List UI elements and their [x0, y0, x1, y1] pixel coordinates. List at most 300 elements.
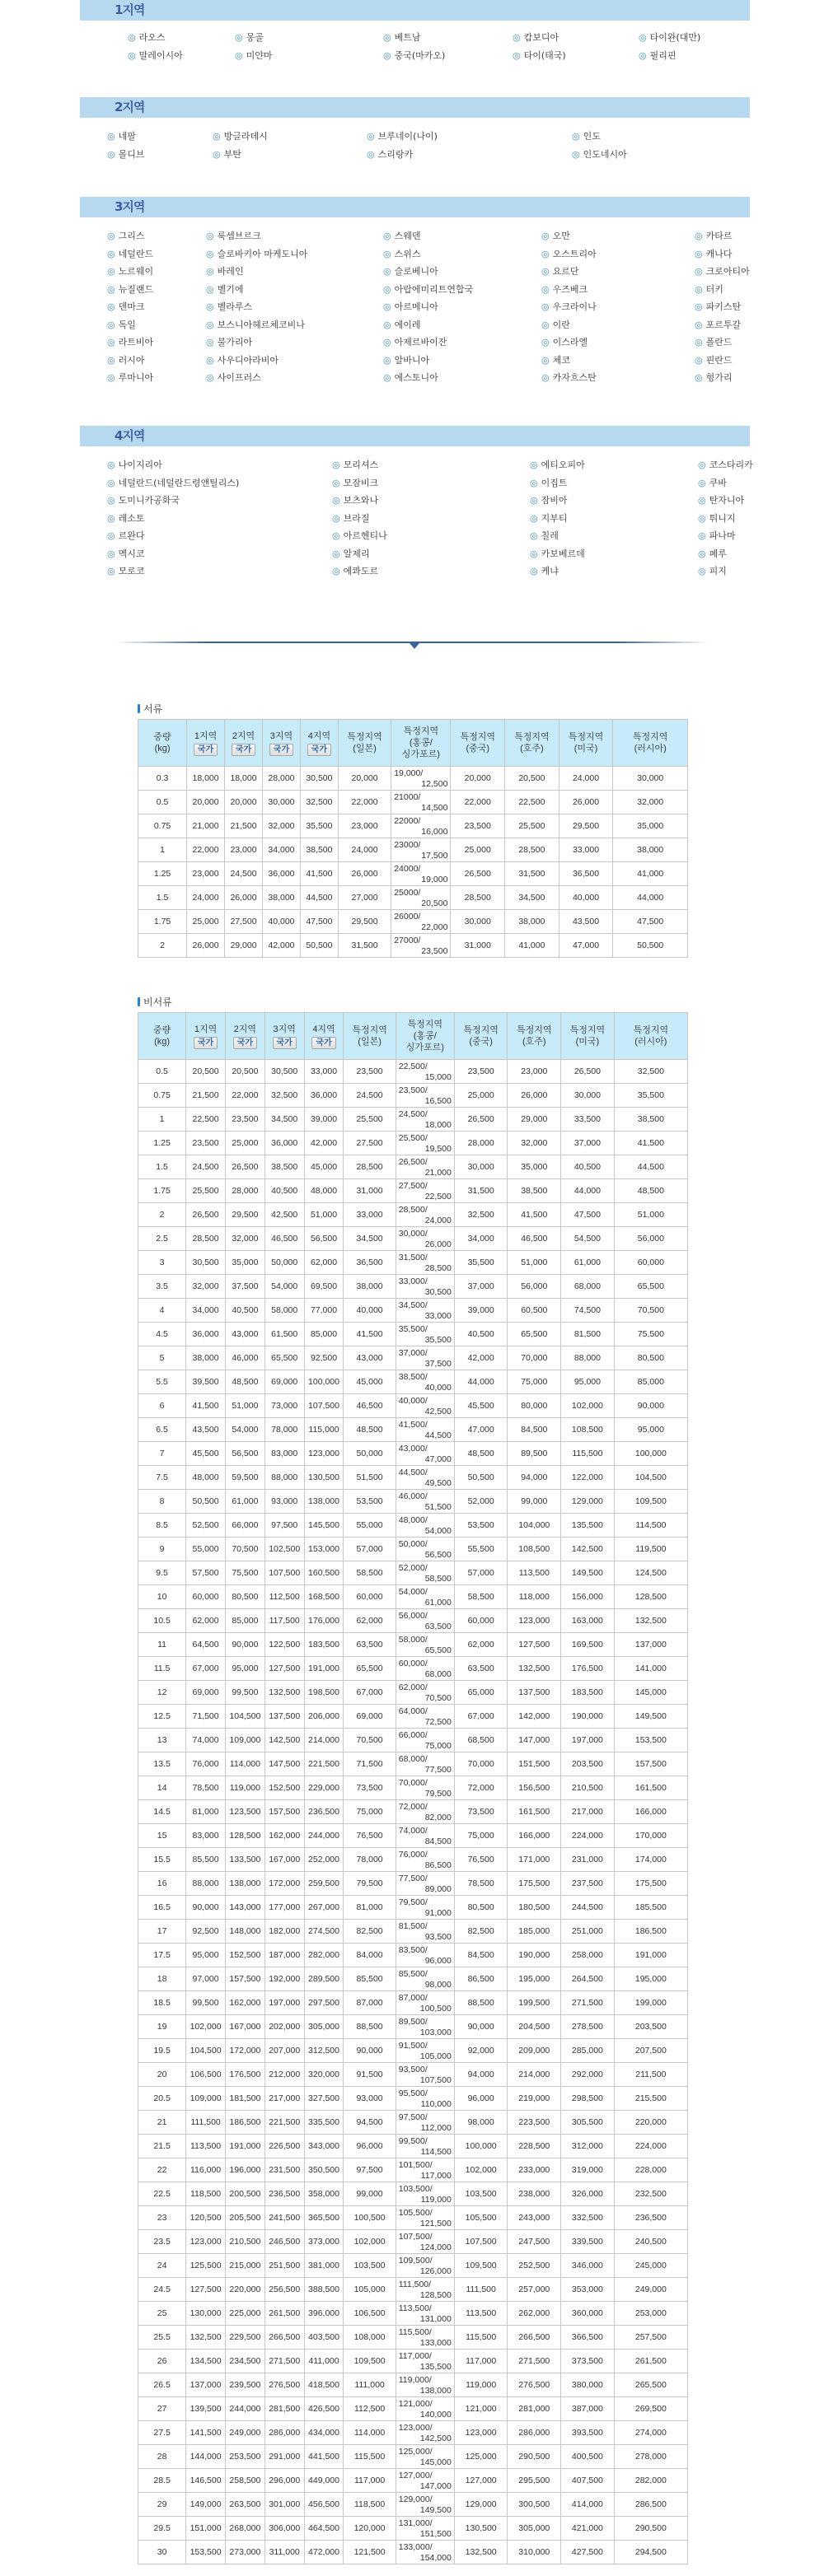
circle-bullet-icon: ◎ — [332, 512, 340, 524]
rate-cell: 58,500 — [454, 1585, 508, 1609]
table-row — [138, 1800, 688, 1824]
rate-cell: 39,500 — [186, 1370, 226, 1394]
rate-cell: 85,500 — [186, 1848, 226, 1872]
rate-cell: 26,000 — [508, 1084, 561, 1108]
country-name: 몽골 — [246, 32, 264, 43]
rate-cell: 57,500 — [186, 1561, 226, 1585]
rate-cell: 276,500 — [265, 2373, 304, 2397]
rate-cell: 23,000 — [508, 1060, 561, 1084]
rate-cell: 411,000 — [304, 2350, 344, 2373]
circle-bullet-icon: ◎ — [206, 231, 214, 241]
rate-cell: 80,500 — [454, 1896, 508, 1920]
region-section-4 — [80, 426, 753, 576]
special-zone-header — [396, 1013, 454, 1060]
special-zone-header — [613, 720, 688, 767]
rate-cell: 265,500 — [614, 2373, 687, 2397]
weight-cell: 1 — [138, 838, 187, 862]
table-row — [138, 767, 688, 791]
rate-cell: 39,000 — [304, 1108, 344, 1132]
country-name: 아르메니아 — [394, 301, 438, 312]
rate-cell: 311,000 — [265, 2541, 304, 2564]
rate-cell: 40,500 — [561, 1155, 615, 1179]
rate-cell: 73,500 — [454, 1800, 508, 1824]
rate-sg: 15,000 — [424, 1072, 452, 1082]
header-line: 싱가포르) — [401, 749, 440, 759]
rate-cell: 32,000 — [186, 1275, 226, 1299]
rate-cell: 97,000 — [186, 1967, 226, 1991]
rate-cell: 190,000 — [508, 1944, 561, 1967]
rate-cell: 195,000 — [614, 1967, 687, 1991]
rate-cell: 88,500 — [344, 2015, 396, 2039]
weight-cell: 27.5 — [138, 2421, 186, 2445]
weight-cell: 7 — [138, 1442, 186, 1466]
circle-bullet-icon: ◎ — [530, 530, 538, 541]
rate-hk: 64,000/ — [398, 1706, 428, 1716]
table-row — [138, 1776, 688, 1800]
rate-cell: 122,000 — [561, 1466, 615, 1490]
rate-cell: 51,000 — [508, 1251, 561, 1275]
country-name: 핀란드 — [705, 354, 733, 366]
rate-hk: 21000/ — [394, 792, 421, 802]
rate-cell: 61,000 — [561, 1251, 615, 1275]
weight-cell: 20 — [138, 2063, 186, 2087]
region-section-2 — [80, 97, 750, 160]
circle-bullet-icon: ◎ — [367, 131, 375, 142]
rate-cell: 28,000 — [262, 767, 300, 791]
rate-cell: 90,000 — [344, 2039, 396, 2063]
rate-cell: 353,000 — [561, 2278, 615, 2302]
non-documents-title-text: 비서류 — [143, 996, 172, 1008]
rate-cell: 85,500 — [344, 1967, 396, 1991]
rate-hk: 46,000/ — [398, 1491, 428, 1501]
rate-cell-hk-sg — [396, 2517, 454, 2541]
rate-cell: 202,000 — [265, 2015, 304, 2039]
rate-sg: 23,500 — [421, 946, 448, 956]
table-row — [138, 2111, 688, 2135]
rate-cell: 261,500 — [614, 2350, 687, 2373]
rate-cell: 70,500 — [344, 1729, 396, 1752]
table-row — [138, 1299, 688, 1323]
country-name: 우즈베크 — [552, 283, 588, 295]
country-item — [107, 511, 145, 527]
table-row — [138, 1060, 688, 1084]
country-item — [639, 30, 700, 46]
header-line: (중국) — [469, 1037, 493, 1047]
rate-sg: 22,500 — [424, 1192, 452, 1202]
rate-cell: 229,000 — [304, 1776, 344, 1800]
rate-cell: 46,500 — [344, 1394, 396, 1418]
weight-cell: 15 — [138, 1824, 186, 1848]
rate-sg: 79,500 — [424, 1789, 452, 1799]
rate-cell: 48,000 — [186, 1466, 226, 1490]
circle-bullet-icon: ◎ — [206, 266, 214, 277]
rate-cell: 50,500 — [454, 1466, 508, 1490]
rate-cell: 238,000 — [508, 2182, 561, 2206]
rate-sg: 12,500 — [421, 779, 448, 789]
rate-cell: 69,000 — [344, 1705, 396, 1729]
circle-bullet-icon: ◎ — [698, 548, 706, 559]
country-name: 부탄 — [223, 148, 241, 160]
rate-hk: 40,000/ — [398, 1396, 428, 1406]
rate-cell: 36,500 — [559, 862, 613, 886]
country-item — [235, 48, 273, 64]
rate-sg: 18,000 — [424, 1120, 452, 1130]
weight-cell: 1.75 — [138, 1179, 186, 1203]
country-button[interactable]: 국가 — [194, 1037, 218, 1049]
weight-cell: 26.5 — [138, 2373, 186, 2397]
rate-cell: 223,500 — [508, 2111, 561, 2135]
rate-cell-hk-sg — [396, 1967, 454, 1991]
circle-bullet-icon: ◎ — [541, 231, 550, 241]
rate-cell: 95,000 — [561, 1370, 615, 1394]
circle-bullet-icon: ◎ — [332, 460, 340, 470]
rate-cell: 115,500 — [454, 2326, 508, 2350]
table-row — [138, 2517, 688, 2541]
rate-cell-hk-sg — [391, 814, 451, 838]
title-marker-icon — [138, 704, 140, 713]
rate-cell: 95,000 — [225, 1657, 265, 1681]
circle-bullet-icon: ◎ — [107, 512, 115, 524]
non-documents-title — [138, 996, 172, 1009]
weight-cell: 1.25 — [138, 1132, 186, 1155]
country-item — [383, 299, 438, 315]
rate-cell: 38,000 — [344, 1275, 396, 1299]
rate-hk: 37,000/ — [398, 1348, 428, 1358]
rate-cell: 152,500 — [265, 1776, 304, 1800]
country-name: 필리핀 — [649, 49, 677, 61]
header-line: 특정지역 — [407, 1020, 443, 1029]
rate-sg: 91,000 — [424, 1908, 452, 1918]
rate-cell: 31,500 — [338, 934, 391, 958]
header-line: 특정지역 — [632, 732, 668, 742]
country-name: 오만 — [552, 231, 570, 241]
table-row — [138, 1466, 688, 1490]
rate-cell: 95,000 — [614, 1418, 687, 1442]
rate-cell: 256,500 — [265, 2278, 304, 2302]
weight-cell: 15.5 — [138, 1848, 186, 1872]
rate-cell-hk-sg — [396, 1370, 454, 1394]
rate-cell: 396,000 — [304, 2302, 344, 2326]
rate-cell: 73,000 — [265, 1394, 304, 1418]
rate-cell: 139,500 — [186, 2397, 226, 2421]
rate-cell: 312,500 — [304, 2039, 344, 2063]
rate-cell: 76,500 — [454, 1848, 508, 1872]
special-zone-header — [505, 720, 559, 767]
table-row — [138, 2206, 688, 2230]
rate-cell: 127,500 — [508, 1633, 561, 1657]
country-item — [107, 147, 145, 163]
rate-cell: 72,000 — [454, 1776, 508, 1800]
rate-cell: 381,000 — [304, 2254, 344, 2278]
rate-cell: 57,000 — [344, 1538, 396, 1561]
country-item — [332, 492, 378, 509]
rate-hk: 28,500/ — [398, 1205, 428, 1215]
weight-cell: 17 — [138, 1920, 186, 1944]
country-name: 아랍에미리트연합국 — [394, 283, 474, 295]
special-zone-header — [559, 720, 613, 767]
rate-hk: 56,000/ — [398, 1611, 428, 1621]
rate-cell: 41,000 — [505, 934, 559, 958]
rate-cell: 183,500 — [561, 1681, 615, 1705]
rate-cell: 306,000 — [265, 2517, 304, 2541]
table-row — [138, 1657, 688, 1681]
rate-cell: 32,500 — [614, 1060, 687, 1084]
rate-hk: 111,500/ — [398, 2280, 432, 2289]
weight-cell: 26 — [138, 2350, 186, 2373]
rate-cell: 366,500 — [561, 2326, 615, 2350]
rate-cell-hk-sg — [396, 2445, 454, 2469]
rate-hk: 27000/ — [394, 936, 421, 945]
header-line: (호주) — [520, 744, 544, 754]
rate-cell: 298,500 — [561, 2087, 615, 2111]
country-name: 파키스탄 — [705, 301, 742, 312]
rate-cell: 106,500 — [186, 2063, 226, 2087]
country-item — [695, 264, 750, 280]
rate-cell: 23,500 — [454, 1060, 508, 1084]
circle-bullet-icon: ◎ — [541, 354, 550, 366]
rate-cell: 80,500 — [225, 1585, 265, 1609]
rate-sg: 33,000 — [424, 1311, 452, 1321]
country-button[interactable]: 국가 — [269, 744, 293, 756]
table-row — [138, 2063, 688, 2087]
country-item — [541, 299, 597, 315]
country-name: 우크라이나 — [552, 301, 597, 312]
table-row — [138, 1275, 688, 1299]
country-button[interactable]: 국가 — [194, 744, 218, 756]
country-name: 타이완(대만) — [649, 32, 701, 43]
rate-cell: 224,000 — [614, 2135, 687, 2158]
rate-cell: 257,500 — [614, 2326, 687, 2350]
rate-sg: 44,500 — [424, 1430, 452, 1440]
rate-cell: 48,500 — [454, 1442, 508, 1466]
rate-cell: 28,000 — [454, 1132, 508, 1155]
rate-cell: 264,500 — [561, 1967, 615, 1991]
rate-cell-hk-sg — [396, 1561, 454, 1585]
rate-cell: 24,000 — [559, 767, 613, 791]
rate-cell: 38,500 — [300, 838, 338, 862]
rate-hk: 48,000/ — [398, 1515, 428, 1525]
rate-hk: 119,000/ — [398, 2375, 432, 2385]
country-name: 독일 — [118, 319, 136, 330]
country-button[interactable]: 국가 — [273, 1037, 297, 1049]
rate-cell-hk-sg — [396, 1227, 454, 1251]
country-item — [530, 492, 568, 509]
rate-cell: 124,500 — [614, 1561, 687, 1585]
rate-cell: 258,500 — [225, 2469, 265, 2493]
zone-header-4 — [304, 1013, 344, 1060]
circle-bullet-icon: ◎ — [572, 148, 580, 160]
rate-cell: 132,500 — [508, 1657, 561, 1681]
country-name: 폴란드 — [705, 337, 733, 348]
rate-cell-hk-sg — [396, 1346, 454, 1370]
rate-cell: 286,000 — [265, 2421, 304, 2445]
rate-cell: 26,000 — [187, 934, 225, 958]
circle-bullet-icon: ◎ — [383, 319, 391, 330]
rate-cell: 34,000 — [186, 1299, 226, 1323]
rate-cell: 48,000 — [304, 1179, 344, 1203]
rate-cell: 300,500 — [508, 2493, 561, 2517]
rate-cell: 176,500 — [225, 2063, 265, 2087]
country-name: 노르웨이 — [118, 266, 154, 277]
country-item — [235, 30, 264, 46]
weight-cell: 10 — [138, 1585, 186, 1609]
rate-cell: 259,500 — [304, 1872, 344, 1896]
rate-cell: 85,000 — [304, 1323, 344, 1346]
rate-cell: 27,500 — [344, 1132, 396, 1155]
rate-sg: 68,000 — [424, 1669, 452, 1679]
rate-cell: 35,000 — [225, 1251, 265, 1275]
weight-cell: 8 — [138, 1490, 186, 1514]
rate-cell: 107,500 — [265, 1561, 304, 1585]
rate-hk: 19,000/ — [394, 768, 424, 778]
rate-sg: 121,500 — [419, 2219, 452, 2228]
country-button[interactable]: 국가 — [232, 744, 255, 756]
circle-bullet-icon: ◎ — [367, 148, 375, 160]
rate-cell: 206,000 — [304, 1705, 344, 1729]
rate-sg: 138,000 — [419, 2386, 452, 2396]
rate-cell: 67,000 — [454, 1705, 508, 1729]
country-name: 터키 — [705, 283, 723, 295]
rate-sg: 42,500 — [424, 1407, 452, 1416]
rate-cell: 56,500 — [304, 1227, 344, 1251]
rate-cell: 59,500 — [225, 1466, 265, 1490]
rate-cell: 121,000 — [454, 2397, 508, 2421]
rate-cell: 225,000 — [225, 2302, 265, 2326]
table-row — [138, 1323, 688, 1346]
rate-hk: 22000/ — [394, 816, 421, 826]
rate-cell: 26,000 — [338, 862, 391, 886]
rate-cell: 30,000 — [262, 791, 300, 814]
rate-cell: 40,000 — [262, 910, 300, 934]
rate-cell-hk-sg — [396, 1514, 454, 1538]
rate-cell: 117,000 — [454, 2350, 508, 2373]
rate-cell: 84,500 — [508, 1418, 561, 1442]
rate-cell: 214,000 — [508, 2063, 561, 2087]
rate-cell: 212,000 — [265, 2063, 304, 2087]
country-name: 아르헨티나 — [343, 530, 387, 541]
rate-cell: 20,000 — [338, 767, 391, 791]
rate-cell: 295,500 — [508, 2469, 561, 2493]
circle-bullet-icon: ◎ — [206, 354, 214, 366]
rate-cell: 105,000 — [344, 2278, 396, 2302]
country-item — [332, 546, 370, 562]
table-row — [138, 2421, 688, 2445]
header-line: 특정지역 — [403, 726, 439, 736]
country-item — [107, 352, 145, 369]
rate-cell: 37,000 — [454, 1275, 508, 1299]
rate-cell-hk-sg — [396, 1944, 454, 1967]
rate-cell: 358,000 — [304, 2182, 344, 2206]
table-row — [138, 1442, 688, 1466]
rate-cell: 143,000 — [225, 1896, 265, 1920]
rate-cell: 156,500 — [508, 1776, 561, 1800]
rate-sg: 145,000 — [419, 2457, 452, 2467]
title-marker-icon — [138, 997, 140, 1006]
rate-cell: 33,500 — [561, 1108, 615, 1132]
rate-cell: 145,000 — [614, 1681, 687, 1705]
rate-cell: 108,500 — [561, 1418, 615, 1442]
rate-cell: 41,000 — [613, 862, 688, 886]
rate-cell: 207,000 — [265, 2039, 304, 2063]
rate-cell: 162,000 — [225, 1991, 265, 2015]
rate-cell: 169,500 — [561, 1633, 615, 1657]
rate-cell: 102,000 — [561, 1394, 615, 1418]
country-name: 모잠비크 — [343, 477, 379, 488]
rate-hk: 43,000/ — [398, 1444, 428, 1454]
rate-cell: 46,500 — [265, 1227, 304, 1251]
rate-cell: 80,500 — [614, 1346, 687, 1370]
rate-cell: 132,500 — [265, 1681, 304, 1705]
weight-cell: 28.5 — [138, 2469, 186, 2493]
country-button[interactable]: 국가 — [311, 1037, 335, 1049]
country-item — [206, 317, 305, 334]
rate-cell-hk-sg — [391, 910, 451, 934]
country-button[interactable]: 국가 — [233, 1037, 257, 1049]
weight-cell: 3 — [138, 1251, 186, 1275]
circle-bullet-icon: ◎ — [698, 460, 706, 470]
rate-cell: 240,500 — [614, 2230, 687, 2254]
rate-cell: 29,000 — [225, 934, 263, 958]
country-item — [541, 228, 570, 245]
rate-cell-hk-sg — [396, 2254, 454, 2278]
rate-cell: 56,000 — [508, 1275, 561, 1299]
rate-cell: 58,500 — [344, 1561, 396, 1585]
country-name: 이스라엘 — [552, 337, 588, 348]
country-button[interactable]: 국가 — [307, 744, 331, 756]
rate-cell: 81,000 — [186, 1800, 226, 1824]
rate-sg: 16,000 — [421, 827, 448, 837]
country-name: 페루 — [709, 548, 727, 559]
country-item — [698, 563, 727, 580]
rate-cell: 112,500 — [265, 1585, 304, 1609]
rate-hk: 26,500/ — [398, 1157, 428, 1167]
rate-cell-hk-sg — [396, 1203, 454, 1227]
weight-cell: 23.5 — [138, 2230, 186, 2254]
rate-cell-hk-sg — [396, 1179, 454, 1203]
rate-cell: 71,500 — [186, 1705, 226, 1729]
weight-cell: 25 — [138, 2302, 186, 2326]
weight-cell: 11 — [138, 1633, 186, 1657]
rate-cell: 182,000 — [265, 1920, 304, 1944]
rate-sg: 51,500 — [424, 1502, 452, 1512]
rate-cell: 137,500 — [265, 1705, 304, 1729]
country-name: 스웨덴 — [394, 231, 421, 241]
circle-bullet-icon: ◎ — [206, 337, 214, 348]
rate-cell: 187,000 — [265, 1944, 304, 1967]
rate-cell: 199,000 — [614, 1991, 687, 2015]
rate-cell: 464,500 — [304, 2517, 344, 2541]
country-name: 파나마 — [709, 530, 736, 541]
rate-sg: 131,000 — [419, 2314, 452, 2324]
rate-cell: 104,500 — [186, 2039, 226, 2063]
rate-cell: 215,000 — [225, 2254, 265, 2278]
rate-cell: 147,500 — [265, 1752, 304, 1776]
rate-cell: 183,500 — [304, 1633, 344, 1657]
rate-cell: 45,500 — [186, 1442, 226, 1466]
zone-label: 4지역 — [312, 1024, 335, 1034]
rate-cell: 28,500 — [344, 1155, 396, 1179]
rate-cell-hk-sg — [396, 2063, 454, 2087]
rate-hk: 85,500/ — [398, 1969, 428, 1979]
rate-cell: 90,000 — [614, 1394, 687, 1418]
rate-cell: 186,500 — [614, 1920, 687, 1944]
rate-cell: 196,000 — [225, 2158, 265, 2182]
rate-cell: 35,500 — [300, 814, 338, 838]
rate-sg: 65,500 — [424, 1645, 452, 1655]
rate-cell: 25,000 — [187, 910, 225, 934]
rate-cell: 257,000 — [508, 2278, 561, 2302]
weight-cell: 16 — [138, 1872, 186, 1896]
